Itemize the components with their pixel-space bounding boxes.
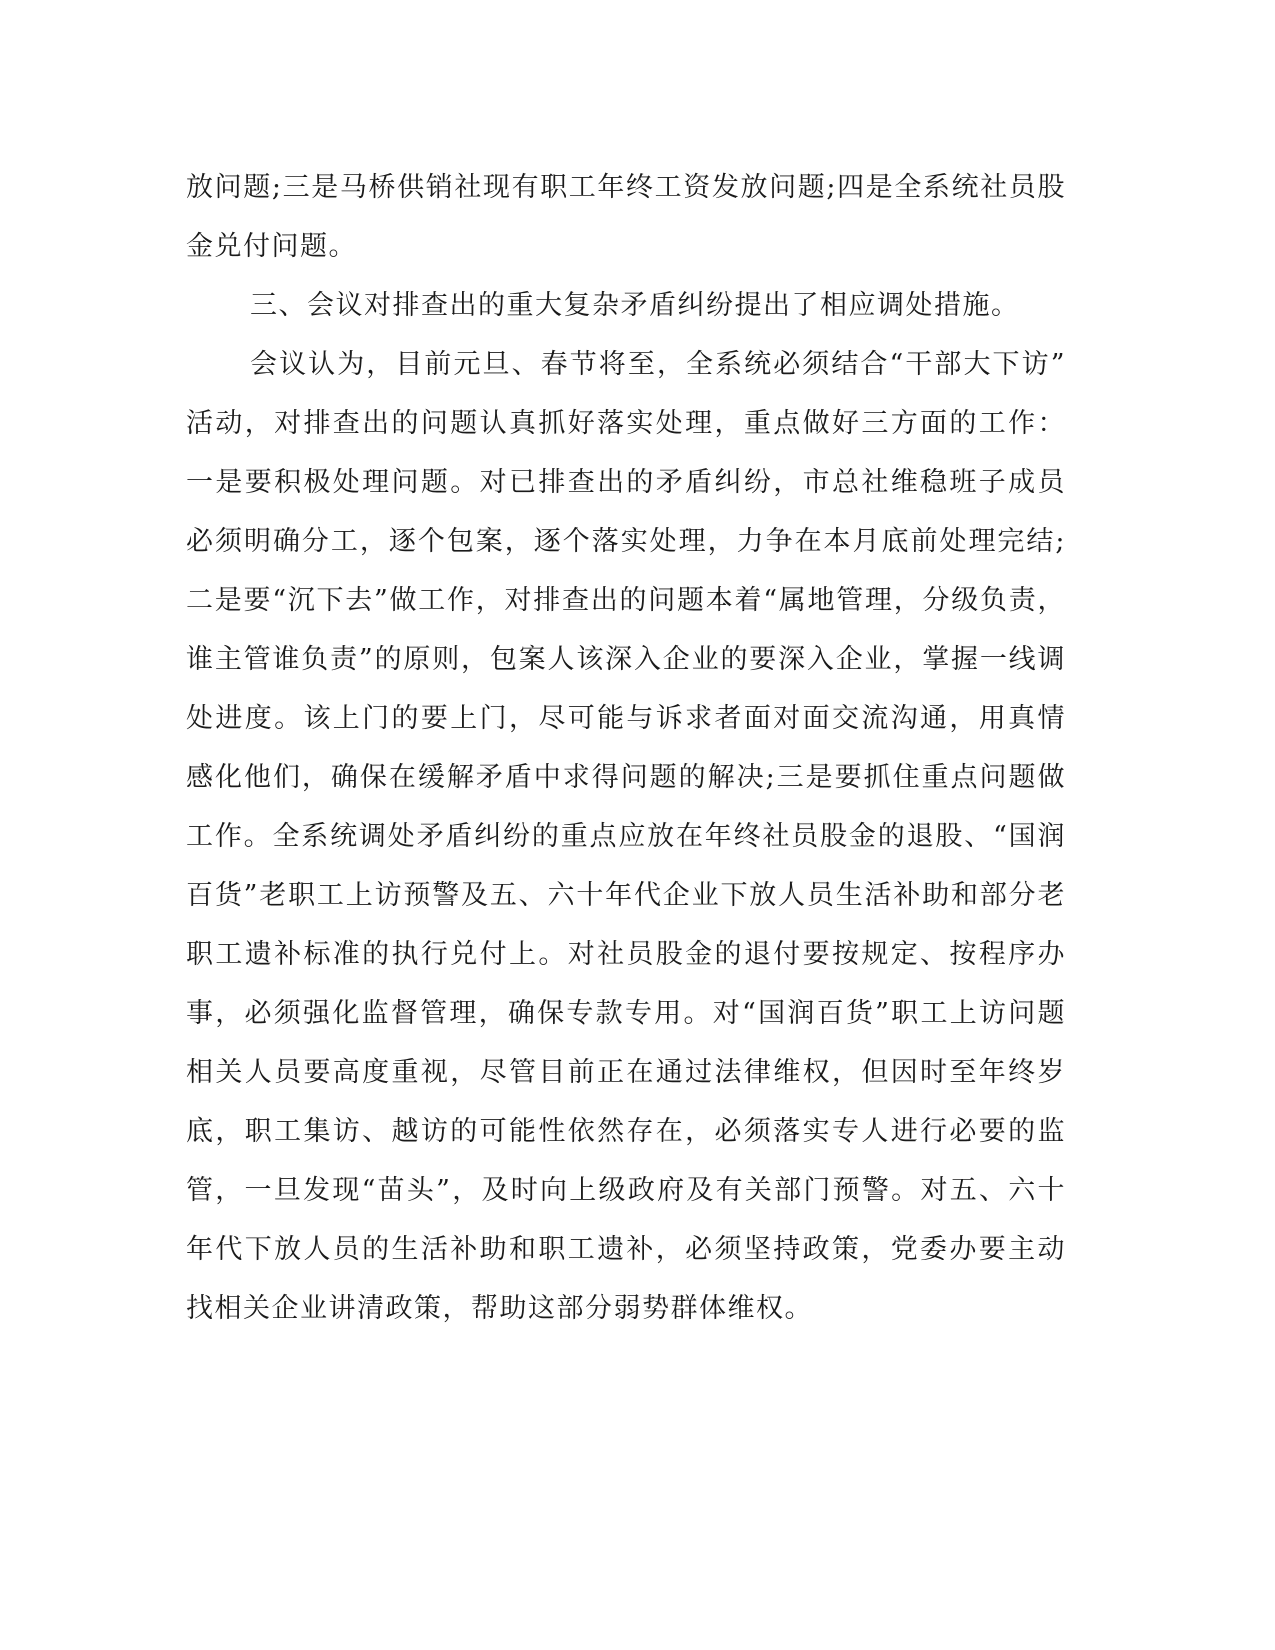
body-text [186,158,1066,1338]
text-line: 管，一旦发现“苗头”，及时向上级政府及有关部门预警。对五、六十 [186,1175,1066,1206]
text-line: 活动，对排查出的问题认真抓好落实处理，重点做好三方面的工作： [186,408,1066,439]
text-line: 处进度。该上门的要上门，尽可能与诉求者面对面交流沟通，用真情 [186,703,1066,734]
text-line: 事，必须强化监督管理，确保专款专用。对“国润百货”职工上访问题 [186,998,1066,1029]
text-line: 年代下放人员的生活补助和职工遗补，必须坚持政策，党委办要主动 [186,1234,1066,1265]
section-heading: 三、会议对排查出的重大复杂矛盾纠纷提出了相应调处措施。 [250,290,1020,321]
text-line: 百货”老职工上访预警及五、六十年代企业下放人员生活补助和部分老 [186,880,1066,911]
text-line: 会议认为，目前元旦、春节将至，全系统必须结合“干部大下访” [250,349,1066,380]
text-line: 相关人员要高度重视，尽管目前正在通过法律维权，但因时至年终岁 [186,1057,1066,1088]
text-line: 谁主管谁负责”的原则，包案人该深入企业的要深入企业，掌握一线调 [186,644,1066,675]
text-line: 职工遗补标准的执行兑付上。对社员股金的退付要按规定、按程序办 [186,939,1066,970]
text-line: 放问题;三是马桥供销社现有职工年终工资发放问题;四是全系统社员股 [186,172,1066,203]
text-line: 必须明确分工，逐个包案，逐个落实处理，力争在本月底前处理完结; [186,526,1066,557]
text-line: 感化他们，确保在缓解矛盾中求得问题的解决;三是要抓住重点问题做 [186,762,1066,793]
text-line: 找相关企业讲清政策，帮助这部分弱势群体维权。 [186,1293,813,1324]
text-line: 一是要积极处理问题。对已排查出的矛盾纠纷，市总社维稳班子成员 [186,467,1066,498]
text-line: 底，职工集访、越访的可能性依然存在，必须落实专人进行必要的监 [186,1116,1066,1147]
text-line: 工作。全系统调处矛盾纠纷的重点应放在年终社员股金的退股、“国润 [186,821,1066,852]
text-line: 二是要“沉下去”做工作，对排查出的问题本着“属地管理，分级负责， [186,585,1066,616]
text-line: 金兑付问题。 [186,231,357,262]
